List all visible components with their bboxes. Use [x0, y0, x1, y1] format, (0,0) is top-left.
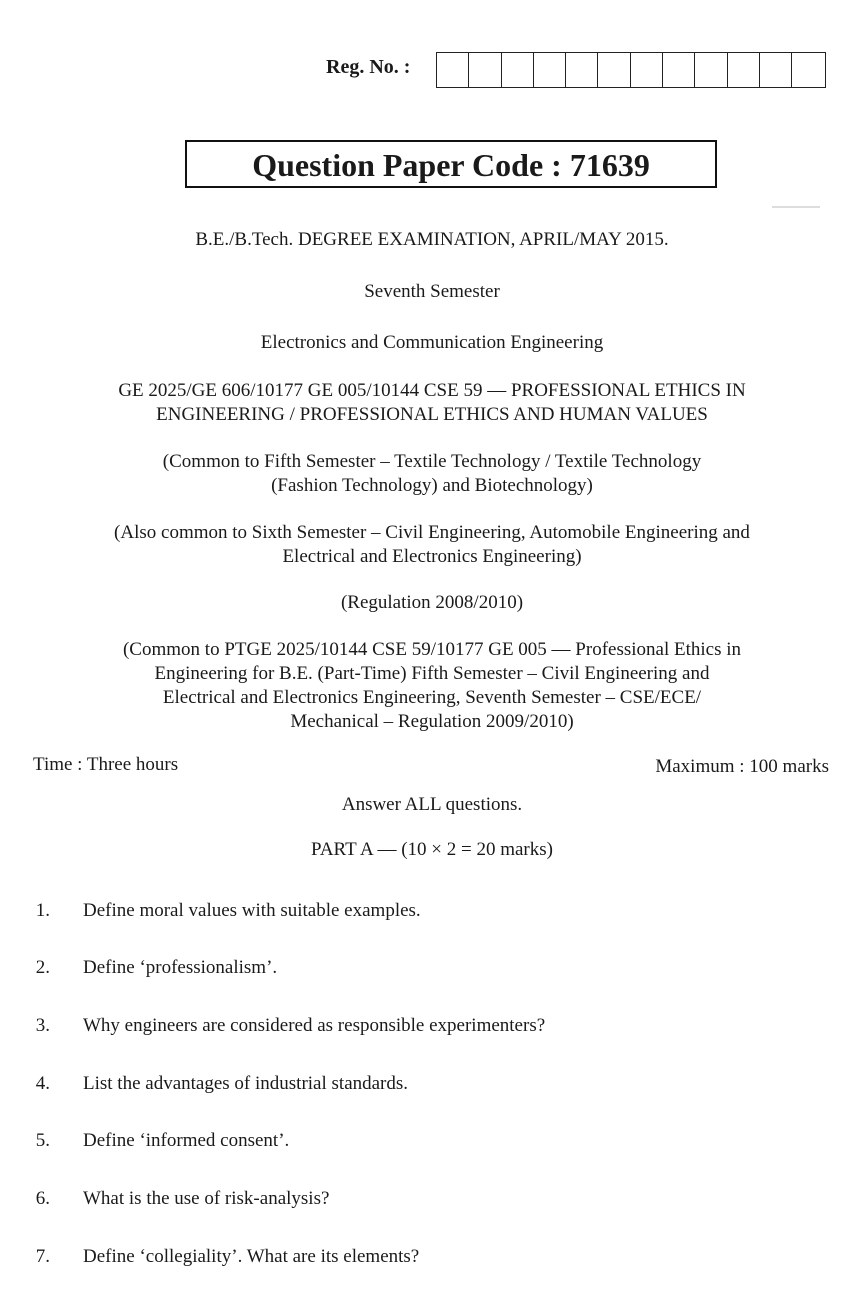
reg-digit-box[interactable]: [792, 53, 824, 87]
question-text: Define ‘professionalism’.: [83, 957, 278, 978]
reg-digit-box[interactable]: [566, 53, 598, 87]
maximum-marks: Maximum : 100 marks: [655, 756, 829, 777]
scan-mark: [772, 206, 820, 208]
reg-no-label: Reg. No. :: [326, 56, 411, 78]
question-number: 2.: [35, 957, 50, 978]
question-text: Define ‘informed consent’.: [83, 1130, 290, 1151]
question-number: 3.: [35, 1015, 50, 1036]
question-text: Why engineers are considered as responsible experimenters?: [83, 1015, 546, 1036]
time-allowed: Time : Three hours: [33, 754, 179, 775]
course-line-2: ENGINEERING / PROFESSIONAL ETHICS AND HUMAN VALUES: [156, 404, 708, 425]
common-note-2-line-2: Electrical and Electronics Engineering): [282, 546, 582, 567]
reg-digit-box[interactable]: [469, 53, 501, 87]
reg-digit-box[interactable]: [695, 53, 727, 87]
common-note-3-line-1: (Common to PTGE 2025/10144 CSE 59/10177 GE 005 — Professional Ethics in: [122, 639, 742, 660]
question-text: Define moral values with suitable examples.: [83, 900, 421, 921]
question-number: 4.: [35, 1073, 50, 1094]
question-number: 6.: [35, 1188, 50, 1209]
question-text: Define ‘collegiality’. What are its elements?: [83, 1246, 420, 1267]
common-note-3-line-3: Electrical and Electronics Engineering, Seventh Semester – CSE/ECE/: [162, 687, 702, 708]
reg-no-boxes[interactable]: [436, 52, 826, 88]
course-line-1: GE 2025/GE 606/10177 GE 005/10144 CSE 59 — PROFESSIONAL ETHICS IN: [118, 380, 746, 401]
question-number: 1.: [35, 900, 50, 921]
reg-digit-box[interactable]: [534, 53, 566, 87]
reg-digit-box[interactable]: [663, 53, 695, 87]
question-text: List the advantages of industrial standards.: [83, 1073, 409, 1094]
reg-digit-box[interactable]: [760, 53, 792, 87]
exam-title: B.E./B.Tech. DEGREE EXAMINATION, APRIL/MAY 2015.: [195, 229, 669, 250]
common-note-1-line-1: (Common to Fifth Semester – Textile Technology / Textile Technology: [162, 451, 702, 472]
reg-digit-box[interactable]: [728, 53, 760, 87]
common-note-1-line-2: (Fashion Technology) and Biotechnology): [271, 475, 593, 496]
common-note-2-line-1: (Also common to Sixth Semester – Civil Engineering, Automobile Engineering and: [114, 522, 750, 543]
instruction: Answer ALL questions.: [341, 794, 523, 815]
question-number: 5.: [35, 1130, 50, 1151]
regulation: (Regulation 2008/2010): [340, 592, 524, 613]
reg-digit-box[interactable]: [598, 53, 630, 87]
question-number: 7.: [35, 1246, 50, 1267]
part-a-heading: PART A — (10 × 2 = 20 marks): [311, 839, 553, 860]
semester: Seventh Semester: [364, 281, 500, 302]
reg-digit-box[interactable]: [502, 53, 534, 87]
question-text: What is the use of risk-analysis?: [83, 1188, 330, 1209]
branch: Electronics and Communication Engineering: [260, 332, 604, 353]
reg-digit-box[interactable]: [631, 53, 663, 87]
reg-digit-box[interactable]: [437, 53, 469, 87]
common-note-3-line-4: Mechanical – Regulation 2009/2010): [290, 711, 574, 732]
question-paper-code: Question Paper Code : 71639: [185, 140, 717, 188]
common-note-3-line-2: Engineering for B.E. (Part-Time) Fifth Semester – Civil Engineering and: [154, 663, 710, 684]
